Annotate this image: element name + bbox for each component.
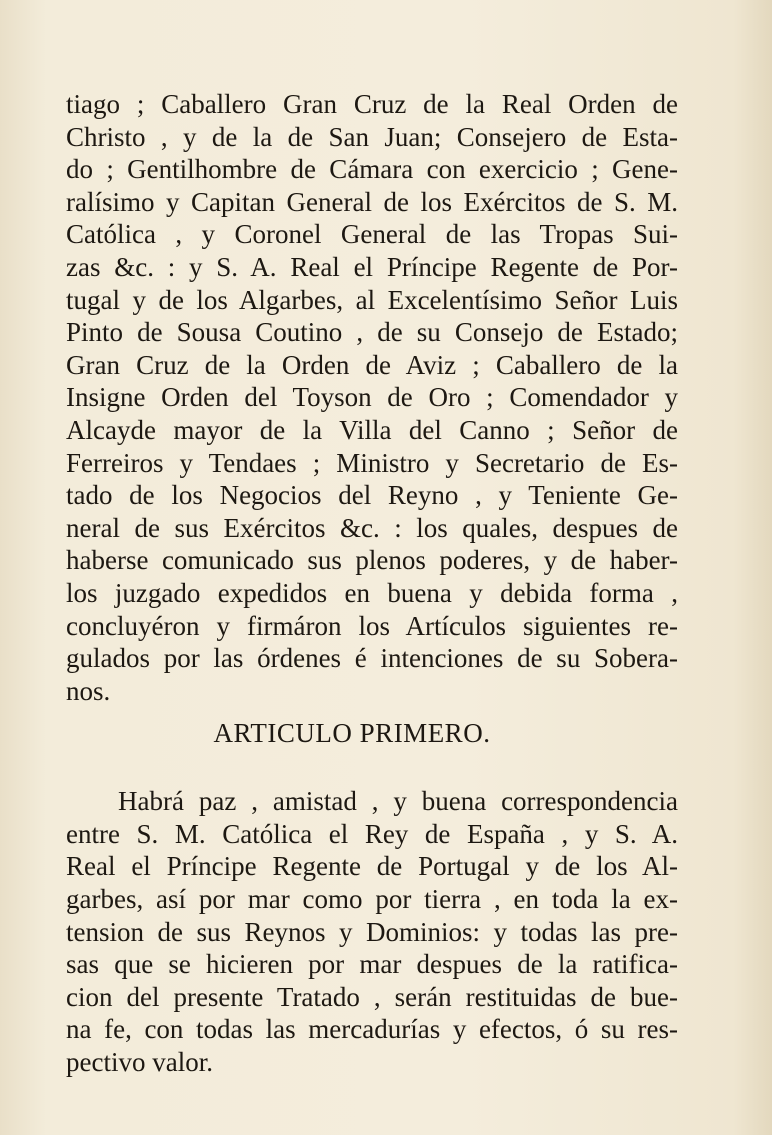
text-line: tugal y de los Algarbes, al Excelentísimo Señor Luis bbox=[66, 284, 678, 315]
text-block bbox=[66, 88, 678, 1079]
text-line: Ferreiros y Tendaes ; Ministro y Secretario de Es- bbox=[66, 447, 678, 478]
text-line: concluyéron y firmáron los Artículos siguientes re- bbox=[66, 610, 678, 641]
text-line: ralísimo y Capitan General de los Exércitos de S. M. bbox=[66, 186, 678, 217]
text-line: Insigne Orden del Toyson de Oro ; Comendador y bbox=[66, 382, 678, 413]
text-line: Habrá paz , amistad , y buena correspondencia bbox=[118, 786, 678, 817]
paragraph-2 bbox=[66, 785, 678, 1078]
paragraph-1 bbox=[66, 88, 678, 707]
text-line: na fe, con todas las mercadurías y efectos, ó su res- bbox=[66, 1014, 678, 1045]
text-line: garbes, así por mar como por tierra , en toda la ex- bbox=[66, 884, 678, 915]
text-line: haberse comunicado sus plenos poderes, y de haber- bbox=[66, 545, 678, 576]
text-line: sas que se hicieren por mar despues de la ratifica- bbox=[66, 949, 678, 980]
text-line: zas &c. : y S. A. Real el Príncipe Regente de Por- bbox=[66, 251, 678, 282]
text-line: Christo , y de la de San Juan; Consejero de Esta- bbox=[66, 121, 678, 152]
text-line: Gran Cruz de la Orden de Aviz ; Caballero de la bbox=[66, 349, 678, 380]
text-line: tado de los Negocios del Reyno , y Teniente Ge- bbox=[66, 480, 678, 511]
text-line: entre S. M. Católica el Rey de España , y S. A. bbox=[66, 818, 678, 849]
text-line: tension de sus Reynos y Dominios: y todas las pre- bbox=[66, 916, 678, 947]
text-line: Católica , y Coronel General de las Tropas Sui- bbox=[66, 219, 678, 250]
text-line: do ; Gentilhombre de Cámara con exercicio ; Gene- bbox=[66, 154, 678, 185]
text-line: gulados por las órdenes é intenciones de su Sobera- bbox=[66, 643, 678, 674]
text-line: Alcayde mayor de la Villa del Canno ; Señor de bbox=[66, 414, 678, 445]
article-heading: ARTICULO PRIMERO. bbox=[213, 718, 491, 749]
text-line: Pinto de Sousa Coutino , de su Consejo de Estado; bbox=[66, 317, 678, 348]
text-line: los juzgado expedidos en buena y debida forma , bbox=[66, 577, 678, 608]
text-line: neral de sus Exércitos &c. : los quales, despues de bbox=[66, 512, 678, 543]
text-line: cion del presente Tratado , serán restituidas de bue- bbox=[66, 981, 678, 1012]
text-line: Real el Príncipe Regente de Portugal y de los Al- bbox=[66, 851, 678, 882]
text-line: tiago ; Caballero Gran Cruz de la Real Orden de bbox=[66, 89, 678, 119]
text-line: pectivo valor. bbox=[66, 1047, 213, 1078]
text-line: nos. bbox=[66, 675, 111, 706]
